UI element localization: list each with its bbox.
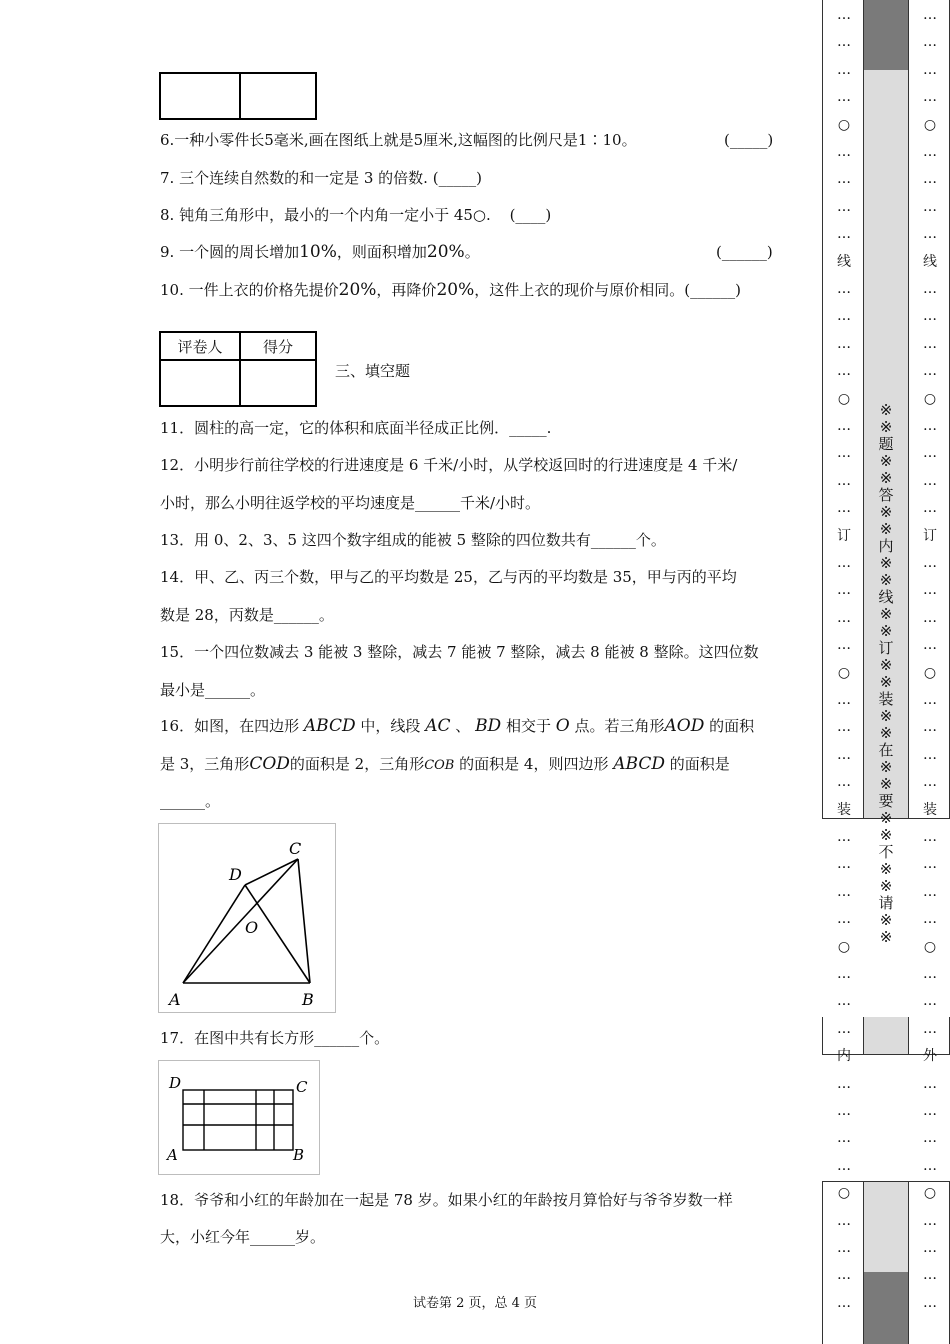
- right-mark-47: …: [923, 1294, 937, 1311]
- right-mark-42: …: [923, 1157, 937, 1174]
- question-18-line-2: 大，小红今年______岁。: [160, 1228, 326, 1246]
- left-mark-46: …: [837, 1267, 851, 1284]
- right-mark-35: …: [923, 966, 937, 982]
- left-mark-26: …: [837, 719, 851, 736]
- right-mark-19: 订: [923, 527, 937, 544]
- section-title-fill-blank: 三、填空题: [335, 362, 411, 380]
- right-mark-46: …: [923, 1267, 937, 1284]
- right-mark-43: ○: [923, 1185, 937, 1202]
- left-mark-18: …: [837, 500, 851, 517]
- corner-label-b: B: [293, 1146, 305, 1164]
- right-mark-7: …: [923, 198, 937, 215]
- right-mark-9: 线: [923, 253, 937, 270]
- right-mark-37: …: [923, 1020, 937, 1037]
- binding-warning-text: ※ ※ 题 ※ ※ 答 ※ ※ 内 ※ ※ 线 ※ ※ 订 ※ ※ 装 ※ ※ 在 ※ ※ 要 ※ ※ 不 ※ ※ 请 ※ ※: [878, 401, 894, 946]
- left-mark-1: …: [837, 34, 851, 51]
- left-mark-17: …: [837, 472, 851, 489]
- right-mark-22: …: [923, 609, 937, 626]
- question-8-answer-blank[interactable]: (____): [509, 206, 552, 224]
- right-mark-11: …: [923, 308, 937, 325]
- point-label-o: O: [245, 918, 259, 937]
- question-15-line-2: 最小是______。: [160, 681, 266, 699]
- left-mark-43: ○: [837, 1185, 851, 1202]
- left-mark-2: …: [837, 61, 851, 78]
- left-mark-23: …: [837, 637, 851, 654]
- right-mark-5: …: [923, 144, 937, 160]
- score-table-top: [159, 72, 317, 120]
- left-mark-20: …: [837, 555, 851, 571]
- question-10-text-a: 10. 一件上衣的价格先提价: [160, 281, 339, 299]
- binding-dark-block-bottom: [864, 1272, 908, 1344]
- right-mark-8: …: [923, 226, 937, 243]
- question-10-text-b: ，再降价: [376, 281, 437, 299]
- score-table-header-row: [161, 359, 315, 361]
- right-mark-12: …: [923, 335, 937, 352]
- right-mark-14: ○: [923, 390, 937, 407]
- outer-rectangle: [183, 1090, 293, 1150]
- question-8-text: 8. 钝角三角形中，最小的一个内角一定小于 45○.: [160, 206, 491, 224]
- question-9-answer-blank[interactable]: (______): [716, 243, 773, 261]
- left-mark-21: …: [837, 582, 851, 599]
- page-footer: 试卷第 2 页，总 4 页: [412, 1296, 538, 1311]
- question-6: [160, 130, 637, 150]
- right-mark-40: …: [923, 1103, 937, 1119]
- left-mark-38: 内: [837, 1048, 851, 1065]
- right-mark-32: …: [923, 883, 937, 900]
- right-mark-28: …: [923, 774, 937, 791]
- right-mark-3: …: [923, 89, 937, 106]
- question-9-percent-b: 20%: [426, 242, 465, 262]
- right-mark-18: …: [923, 500, 937, 517]
- left-mark-0: …: [837, 7, 851, 23]
- right-mark-33: …: [923, 911, 937, 928]
- left-mark-3: …: [837, 89, 851, 106]
- question-9-text-c: 。: [464, 243, 480, 261]
- right-mark-36: …: [923, 993, 937, 1010]
- left-mark-4: ○: [837, 116, 851, 133]
- question-12-line-2: 小时，那么小明往返学校的平均速度是______千米/小时。: [160, 494, 541, 512]
- question-6-text: 6.一种小零件长5毫米,画在图纸上就是5厘米,这幅图的比例尺是1∶10。: [160, 131, 637, 149]
- right-mark-6: …: [923, 171, 937, 188]
- left-mark-44: …: [837, 1212, 851, 1229]
- question-7-answer-blank[interactable]: (_____): [432, 169, 482, 187]
- right-mark-39: …: [923, 1075, 937, 1092]
- left-mark-19: 订: [837, 527, 851, 544]
- left-mark-42: …: [837, 1157, 851, 1174]
- right-mark-25: …: [923, 692, 937, 708]
- left-mark-36: …: [837, 993, 851, 1010]
- left-mark-24: ○: [837, 664, 851, 681]
- left-mark-22: …: [837, 609, 851, 626]
- left-mark-14: ○: [837, 390, 851, 407]
- left-mark-10: …: [837, 281, 851, 297]
- right-mark-26: …: [923, 719, 937, 736]
- right-mark-31: …: [923, 856, 937, 873]
- left-mark-39: …: [837, 1075, 851, 1092]
- question-10-answer-blank[interactable]: (______): [684, 281, 741, 299]
- question-6-answer-blank[interactable]: (_____): [724, 131, 774, 149]
- question-10-percent-a: 20%: [338, 280, 377, 300]
- question-18-line-1: 18．爷爷和小红的年龄加在一起是 78 岁。如果小红的年龄按月算恰好与爷爷岁数一样: [160, 1191, 733, 1209]
- question-7: [160, 168, 482, 188]
- score-table: [159, 331, 317, 407]
- corner-label-c: C: [296, 1078, 308, 1096]
- question-12-line-1: 12．小明步行前往学校的行进速度是 6 千米/小时，从学校返回时的行进速度是 4 千米/: [160, 456, 738, 474]
- score-table-divider: [239, 74, 241, 118]
- question-9-text-a: 9. 一个圆的周长增加: [160, 243, 300, 261]
- score-table-score-header: 得分: [262, 338, 293, 356]
- right-mark-29: 装: [923, 801, 937, 818]
- question-10-percent-b: 20%: [436, 280, 475, 300]
- right-mark-1: …: [923, 34, 937, 51]
- left-mark-16: …: [837, 445, 851, 462]
- quadrilateral-figure: [158, 823, 336, 1013]
- left-mark-37: …: [837, 1020, 851, 1037]
- question-17: 17．在图中共有长方形______个。: [160, 1029, 390, 1047]
- vertex-label-c: C: [289, 839, 302, 858]
- left-mark-11: …: [837, 308, 851, 325]
- left-mark-31: …: [837, 856, 851, 873]
- score-table-grader-header: 评卷人: [177, 338, 223, 356]
- binding-dark-block-top: [864, 0, 908, 70]
- question-13: 13．用 0、2、3、5 这四个数字组成的能被 5 整除的四位数共有______个。: [160, 531, 666, 549]
- vertex-label-b: B: [302, 990, 314, 1009]
- edge-da: [183, 885, 245, 983]
- question-9-text-b: ，则面积增加: [336, 243, 427, 261]
- question-9-percent-a: 10%: [299, 242, 337, 262]
- right-mark-27: …: [923, 746, 937, 763]
- quadrilateral-diagram: [159, 824, 335, 1012]
- question-14-line-1: 14．甲、乙、丙三个数，甲与乙的平均数是 25，乙与丙的平均数是 35，甲与丙的平均: [160, 568, 737, 586]
- left-mark-35: …: [837, 966, 851, 982]
- right-mark-23: …: [923, 637, 937, 654]
- corner-label-a: A: [167, 1146, 178, 1164]
- question-7-text: 7. 三个连续自然数的和一定是 3 的倍数.: [160, 169, 428, 187]
- question-9: [160, 242, 480, 262]
- left-mark-41: …: [837, 1130, 851, 1147]
- question-10: [160, 280, 741, 300]
- left-mark-28: …: [837, 774, 851, 791]
- left-mark-12: …: [837, 335, 851, 352]
- left-mark-30: …: [837, 829, 851, 845]
- left-mark-34: ○: [837, 938, 851, 955]
- vertex-label-a: A: [169, 990, 181, 1009]
- left-mark-7: …: [837, 198, 851, 215]
- question-16-line-1: 16．如图，在四边形 ABCD 中，线段 AC 、 BD 相交于 O 点。若三角形AOD 的面积: [160, 716, 755, 736]
- right-mark-16: …: [923, 445, 937, 462]
- left-mark-5: …: [837, 144, 851, 160]
- question-15-line-1: 15．一个四位数减去 3 能被 3 整除，减去 7 能被 7 整除，减去 8 能被 8 整除。这四位数: [160, 643, 759, 661]
- left-mark-33: …: [837, 911, 851, 928]
- edge-bc: [298, 859, 310, 983]
- corner-label-d: D: [169, 1074, 182, 1092]
- question-8: [160, 205, 551, 225]
- left-mark-25: …: [837, 692, 851, 708]
- right-mark-15: …: [923, 418, 937, 434]
- left-mark-27: …: [837, 746, 851, 763]
- right-mark-41: …: [923, 1130, 937, 1147]
- left-mark-47: …: [837, 1294, 851, 1311]
- right-mark-21: …: [923, 582, 937, 599]
- question-11: 11．圆柱的高一定，它的体积和底面半径成正比例．_____.: [160, 419, 552, 437]
- rectangle-grid-figure: [158, 1060, 320, 1175]
- right-mark-44: …: [923, 1212, 937, 1229]
- question-16-line-2: 是 3，三角形COD的面积是 2，三角形COB 的面积是 4，则四边形 ABCD 的面积是: [160, 754, 730, 774]
- right-mark-0: …: [923, 7, 937, 23]
- right-mark-30: …: [923, 829, 937, 845]
- vertex-label-d: D: [229, 865, 242, 884]
- right-mark-4: ○: [923, 116, 937, 133]
- left-mark-9: 线: [837, 253, 851, 270]
- left-mark-29: 装: [837, 801, 851, 818]
- left-mark-6: …: [837, 171, 851, 188]
- right-mark-17: …: [923, 472, 937, 489]
- right-mark-45: …: [923, 1240, 937, 1256]
- left-mark-13: …: [837, 363, 851, 380]
- left-mark-8: …: [837, 226, 851, 243]
- right-mark-13: …: [923, 363, 937, 380]
- edge-cd: [245, 859, 298, 885]
- right-mark-34: ○: [923, 938, 937, 955]
- right-mark-20: …: [923, 555, 937, 571]
- right-mark-2: …: [923, 61, 937, 78]
- question-10-text-c: ，这件上衣的现价与原价相同。: [474, 281, 685, 299]
- rectangle-grid-diagram: [159, 1061, 319, 1174]
- question-14-line-2: 数是 28，丙数是______。: [160, 606, 334, 624]
- left-mark-15: …: [837, 418, 851, 434]
- question-16-line-3: ______。: [160, 792, 221, 810]
- left-mark-45: …: [837, 1240, 851, 1256]
- left-mark-32: …: [837, 883, 851, 900]
- left-mark-40: …: [837, 1103, 851, 1119]
- right-mark-10: …: [923, 281, 937, 297]
- right-mark-24: ○: [923, 664, 937, 681]
- right-mark-38: 外: [923, 1048, 937, 1065]
